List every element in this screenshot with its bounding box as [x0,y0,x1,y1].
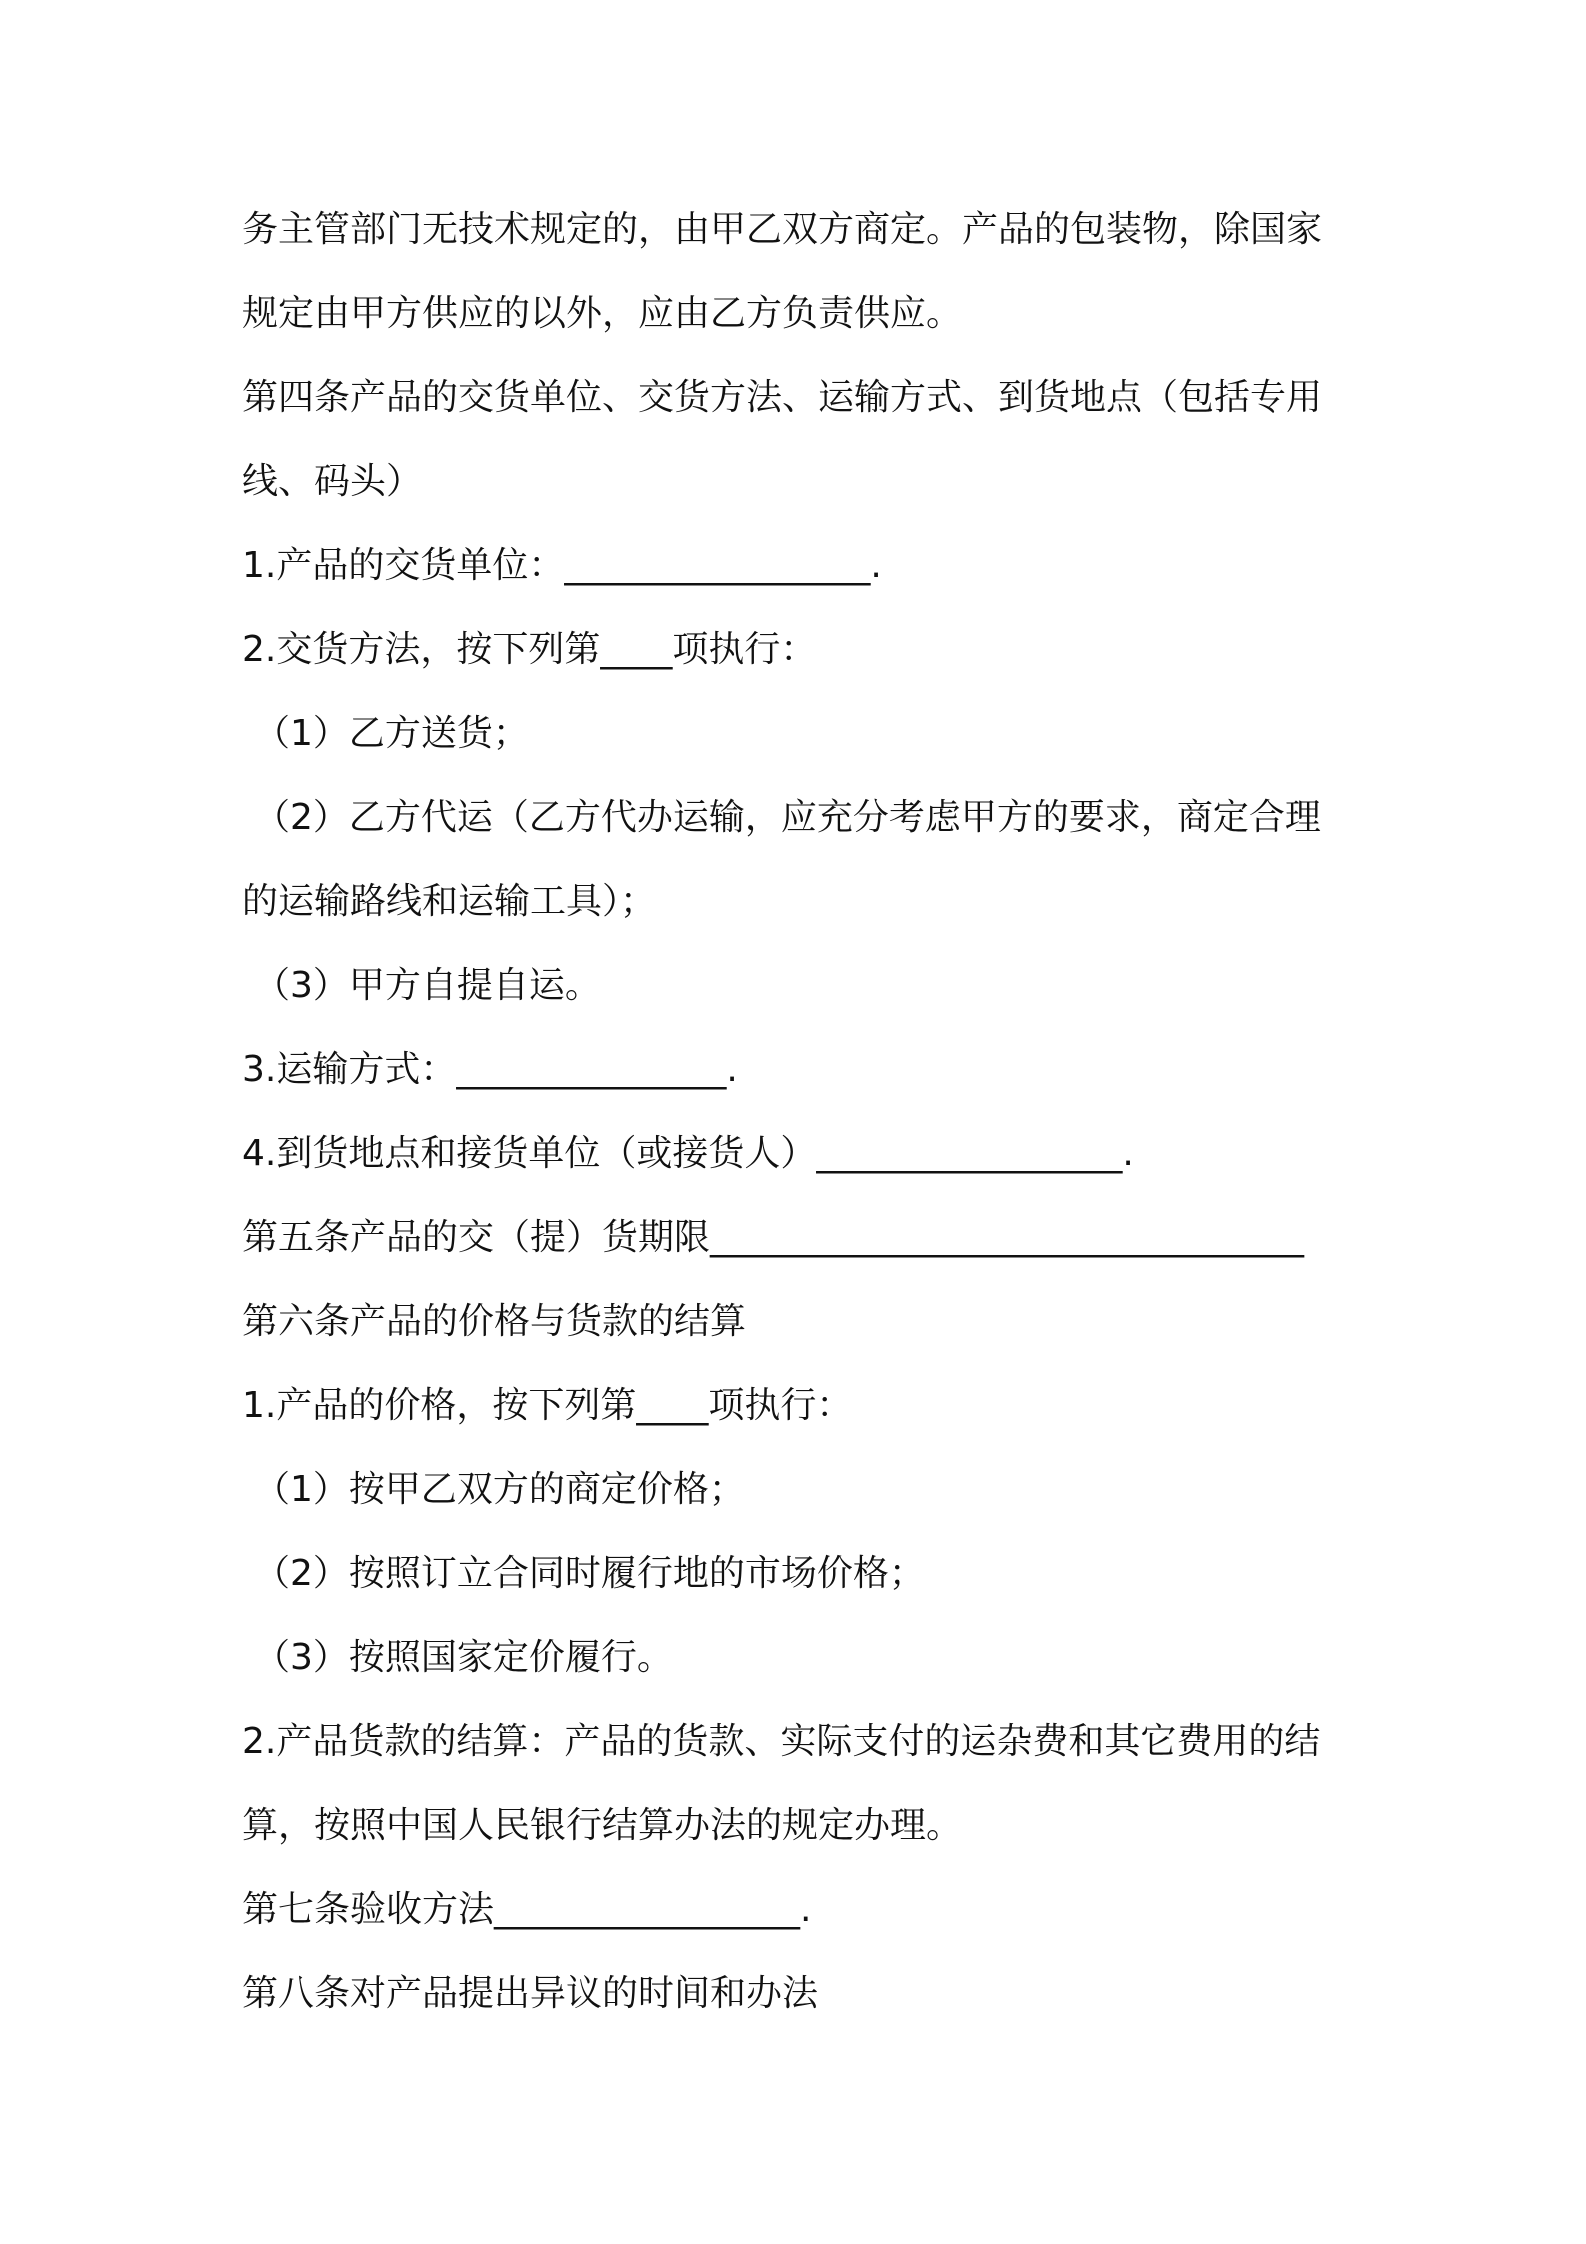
payment-settlement-text: 2.产品货款的结算：产品的货款、实际支付的运杂费和其它费用的结 [242,1721,1321,1762]
option-item: （2）按照订立合同时履行地的市场价格； [254,1553,925,1594]
option-item: （3）按照国家定价履行。 [254,1637,673,1678]
arrival-location-field: 4.到货地点和接货单位（或接货人）_________________. [242,1133,1134,1174]
option-item-cont: 的运输路线和运输工具）； [242,881,657,922]
transport-method-field: 3.运输方式：_______________. [242,1049,738,1090]
payment-settlement-text-cont: 算，按照中国人民银行结算办法的规定办理。 [242,1805,963,1846]
paragraph-line: 务主管部门无技术规定的，由甲乙双方商定。产品的包装物，除国家 [242,209,1323,250]
delivery-unit-field: 1.产品的交货单位：_________________. [242,545,882,586]
article-5-heading: 第五条产品的交（提）货期限_________________________________ [242,1217,1305,1258]
option-item: （3）甲方自提自运。 [254,965,601,1006]
document-body [242,188,1362,2036]
option-item: （1）乙方送货； [254,713,529,754]
paragraph-line: 规定由甲方供应的以外，应由乙方负责供应。 [242,293,963,334]
price-method-field: 1.产品的价格，按下列第____项执行： [242,1385,853,1426]
article-6-heading: 第六条产品的价格与货款的结算 [242,1301,747,1342]
option-item: （2）乙方代运（乙方代办运输，应充分考虑甲方的要求，商定合理 [254,797,1321,838]
option-item: （1）按甲乙双方的商定价格； [254,1469,745,1510]
article-4-heading: 第四条产品的交货单位、交货方法、运输方式、到货地点（包括专用 [242,377,1323,418]
article-8-heading: 第八条对产品提出异议的时间和办法 [242,1973,819,2014]
article-4-heading-cont: 线、码头） [242,461,423,502]
article-7-heading: 第七条验收方法_________________. [242,1889,812,1930]
delivery-method-field: 2.交货方法，按下列第____项执行： [242,629,817,670]
